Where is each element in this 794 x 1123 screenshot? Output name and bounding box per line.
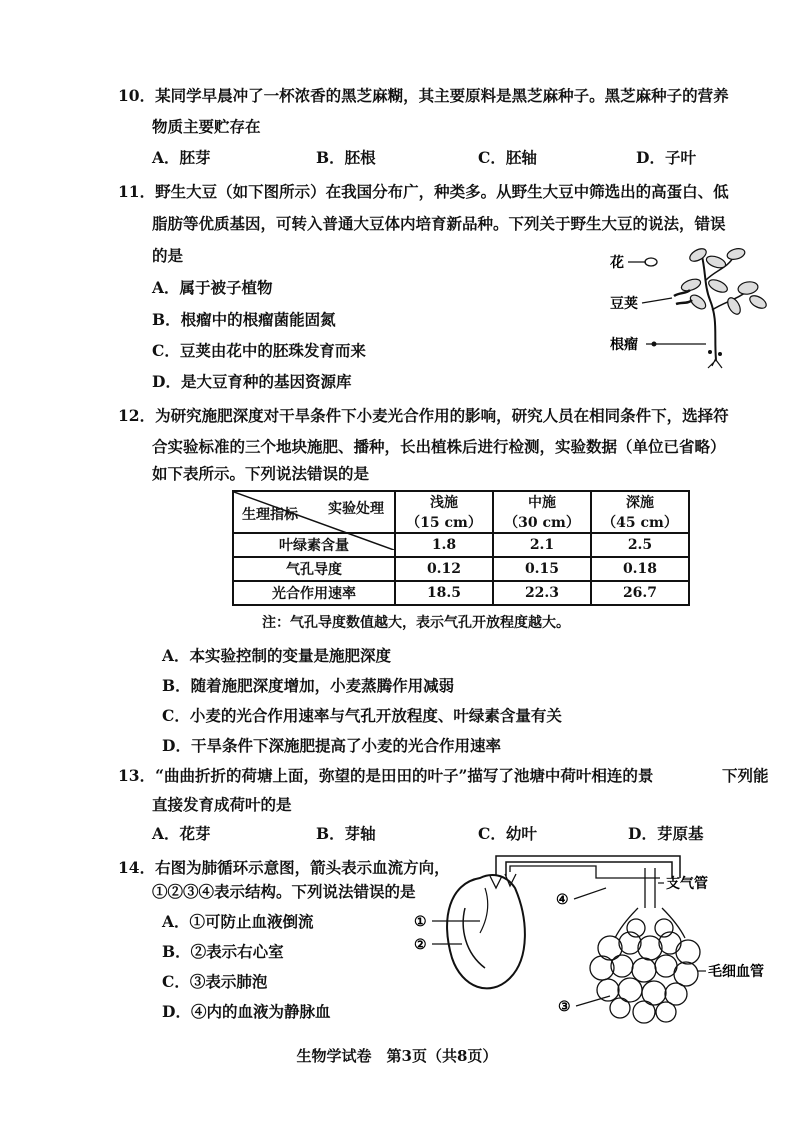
q14-option-a: A．①可防止血液倒流 xyxy=(162,912,314,931)
q12-table-note: 注：气孔导度数值越大，表示气孔开放程度越大。 xyxy=(262,615,570,631)
q12-stem-line3: 如下表所示。下列说法错误的是 xyxy=(152,464,370,483)
q12-stem-line1: 12．为研究施肥深度对干旱条件下小麦光合作用的影响，研究人员在相同条件下，选择符 xyxy=(118,406,729,425)
figure-label-capillary: 毛细血管 xyxy=(708,964,764,980)
q14-option-c: C．③表示肺泡 xyxy=(162,972,268,991)
q12-data-table xyxy=(232,490,690,606)
q10-stem-line2: 物质主要贮存在 xyxy=(152,117,261,136)
q11-option-d: D．是大豆育种的基因资源库 xyxy=(152,372,352,391)
table-cell: 2.1 xyxy=(493,533,591,557)
q13-stem-line1: 13．“曲曲折折的荷塘上面，弥望的是田田的叶子”描写了池塘中荷叶相连的景 xyxy=(118,766,654,785)
table-cell: 22.3 xyxy=(493,581,591,605)
table-cell: 26.7 xyxy=(591,581,689,605)
figure-label-2: ② xyxy=(414,937,427,953)
q13-option-c: C．幼叶 xyxy=(478,824,537,843)
figure-label-bronchus: 支气管 xyxy=(666,876,708,892)
row-label: 光合作用速率 xyxy=(233,581,395,605)
table-corner-bottom: 生理指标 xyxy=(242,507,298,523)
q11-option-a: A．属于被子植物 xyxy=(152,278,273,297)
figure-label-4: ④ xyxy=(556,892,569,908)
figure-label-pod: 豆荚 xyxy=(610,296,638,312)
row-label: 气孔导度 xyxy=(233,557,395,581)
q10-option-d: D．子叶 xyxy=(636,148,696,167)
table-header-shallow: 浅施 （15 cm） xyxy=(395,491,493,533)
q13-stem-line1-tail: 下列能 xyxy=(722,766,769,785)
table-cell: 0.15 xyxy=(493,557,591,581)
figure-label-nodule: 根瘤 xyxy=(610,337,638,353)
table-cell: 0.12 xyxy=(395,557,493,581)
q14-stem-line1: 14．右图为肺循环示意图，箭头表示血流方向， xyxy=(118,858,450,877)
q14-option-d: D．④内的血液为静脉血 xyxy=(162,1002,331,1021)
q12-option-b: B．随着施肥深度增加，小麦蒸腾作用减弱 xyxy=(162,676,455,695)
q13-option-d: D．芽原基 xyxy=(628,824,704,843)
q14-option-b: B．②表示右心室 xyxy=(162,942,284,961)
page-footer: 生物学试卷 第3页（共8页） xyxy=(296,1047,498,1065)
q10-option-c: C．胚轴 xyxy=(478,148,537,167)
table-corner-top: 实验处理 xyxy=(328,501,384,517)
figure-label-1: ① xyxy=(414,914,427,930)
q11-stem-line3: 的是 xyxy=(152,246,184,265)
table-row xyxy=(233,581,689,605)
figure-label-3: ③ xyxy=(558,999,571,1015)
table-row xyxy=(233,557,689,581)
q10-option-b: B．胚根 xyxy=(316,148,376,167)
pulmonary-circulation-figure xyxy=(410,848,780,1028)
q12-option-a: A．本实验控制的变量是施肥深度 xyxy=(162,646,392,665)
table-header-medium: 中施 （30 cm） xyxy=(493,491,591,533)
q11-stem-line1: 11．野生大豆（如下图所示）在我国分布广，种类多。从野生大豆中筛选出的高蛋白、低 xyxy=(118,182,729,201)
figure-label-flower: 花 xyxy=(610,255,624,271)
table-cell: 2.5 xyxy=(591,533,689,557)
row-label: 叶绿素含量 xyxy=(233,533,395,557)
q13-option-a: A．花芽 xyxy=(152,824,211,843)
table-cell: 0.18 xyxy=(591,557,689,581)
table-header-deep: 深施 （45 cm） xyxy=(591,491,689,533)
q12-stem-line2: 合实验标准的三个地块施肥、播种，长出植株后进行检测，实验数据（单位已省略） xyxy=(152,437,726,456)
q10-stem-line1: 10．某同学早晨冲了一杯浓香的黑芝麻糊，其主要原料是黑芝麻种子。黑芝麻种子的营养 xyxy=(118,86,729,105)
table-cell: 18.5 xyxy=(395,581,493,605)
table-cell: 1.8 xyxy=(395,533,493,557)
q12-option-c: C．小麦的光合作用速率与气孔开放程度、叶绿素含量有关 xyxy=(162,706,562,725)
q11-option-b: B．根瘤中的根瘤菌能固氮 xyxy=(152,310,336,329)
q11-stem-line2: 脂肪等优质基因，可转入普通大豆体内培育新品种。下列关于野生大豆的说法，错误 xyxy=(152,214,726,233)
wild-soybean-figure xyxy=(606,240,776,370)
table-corner-cell xyxy=(233,491,395,533)
q10-option-a: A．胚芽 xyxy=(152,148,211,167)
q11-option-c: C．豆荚由花中的胚珠发育而来 xyxy=(152,341,366,360)
q13-stem-line2: 直接发育成荷叶的是 xyxy=(152,795,292,814)
q14-stem-line2: ①②③④表示结构。下列说法错误的是 xyxy=(152,882,416,901)
q13-option-b: B．芽轴 xyxy=(316,824,376,843)
q12-option-d: D．干旱条件下深施肥提高了小麦的光合作用速率 xyxy=(162,736,501,755)
